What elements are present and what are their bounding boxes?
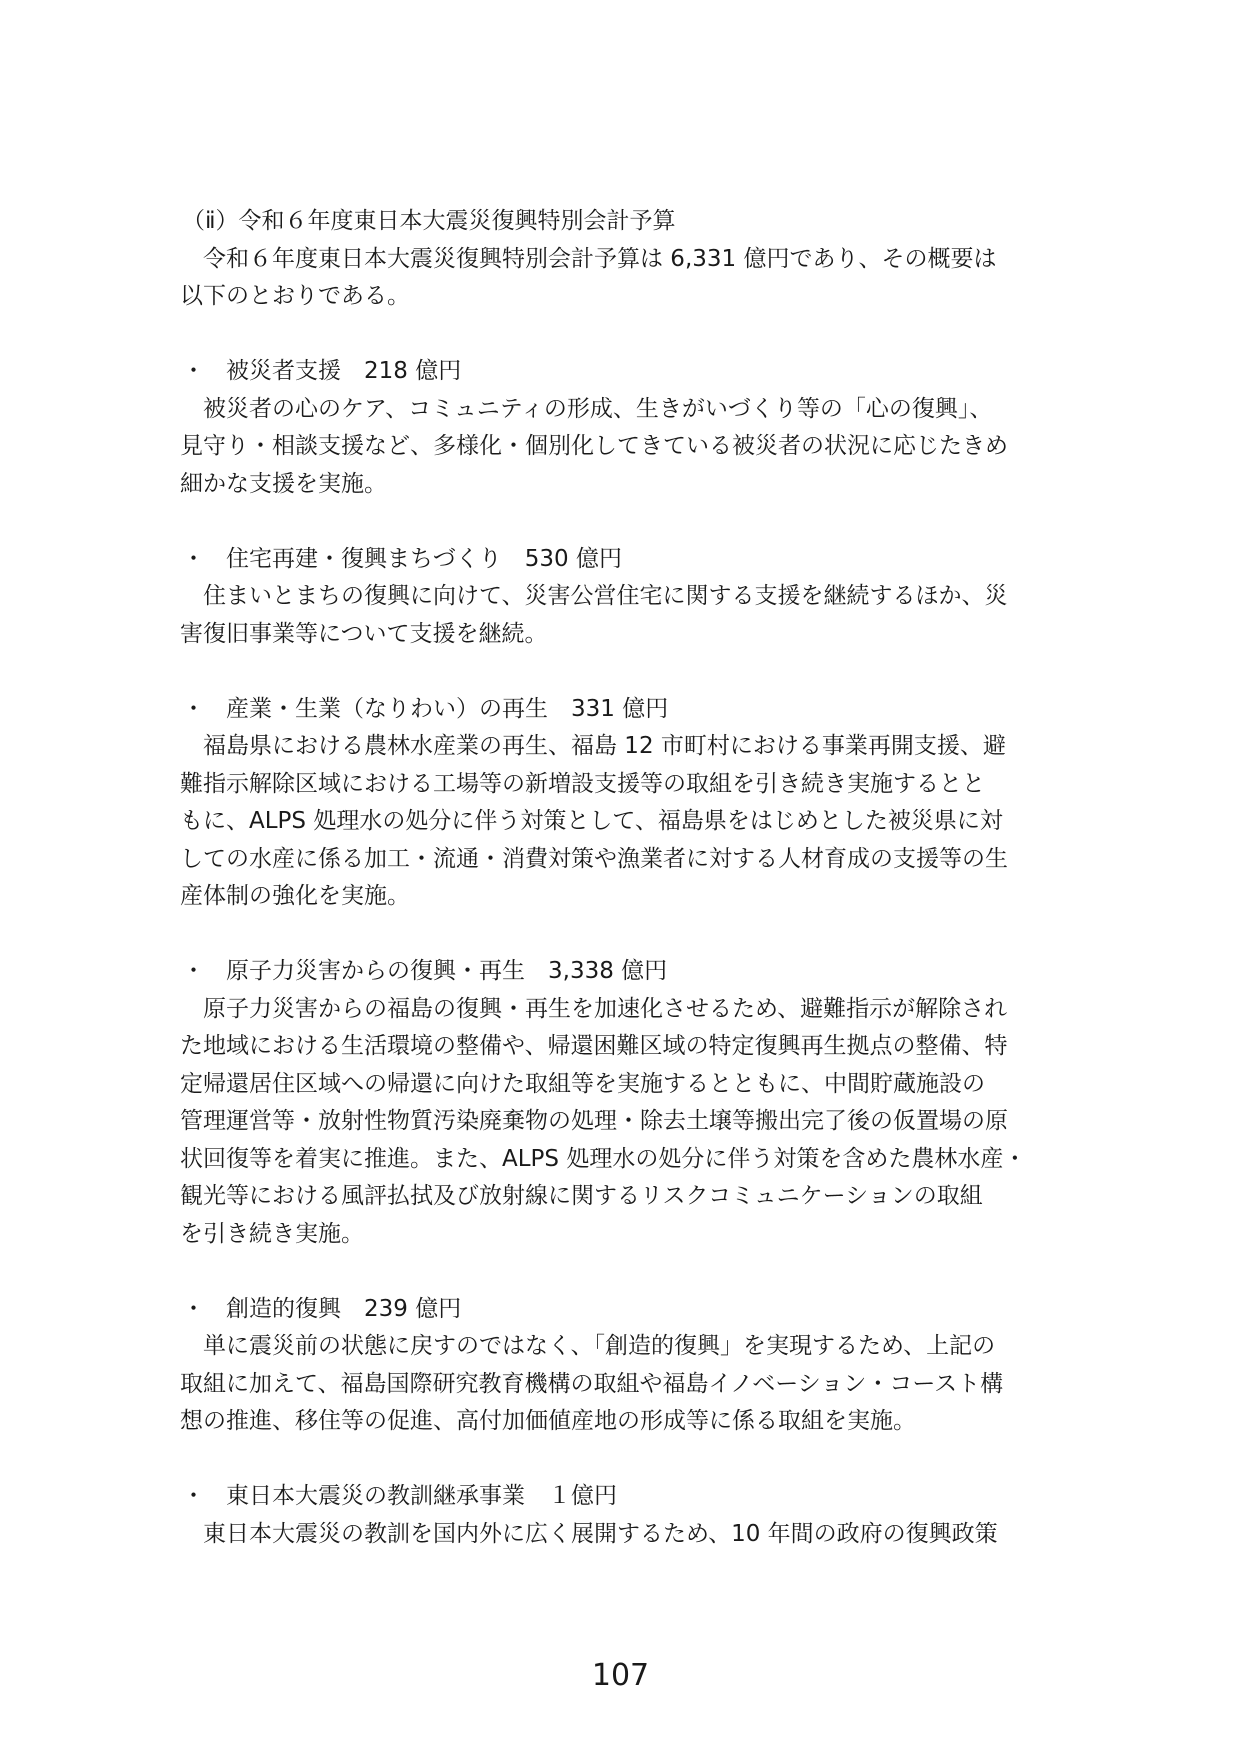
item-body-line: 状回復等を着実に推進。また、ALPS 処理水の処分に伴う対策を含めた農林水産・ [180,1145,1027,1172]
item-body-line: 害復旧事業等について支援を継続。 [180,620,548,647]
item-body-line: 見守り・相談支援など、多様化・個別化してきている被災者の状況に応じたきめ [180,433,1008,459]
item-body-line: た地域における生活環境の整備や、帰還困難区域の特定復興再生拠点の整備、特 [180,1033,1008,1059]
item-body-line: 難指示解除区域における工場等の新増設支援等の取組を引き続き実施するとと [180,770,985,797]
item-body-line: 福島県における農林水産業の再生、福島 12 市町村における事業再開支援、避 [203,733,1006,759]
item-body-line: 想の推進、移住等の促進、高付加価値産地の形成等に係る取組を実施。 [180,1408,916,1434]
spacer [180,1441,1064,1479]
bullet-mark: ・ [182,1483,205,1509]
item-title: 住宅再建・復興まちづくり 530 億円 [226,545,622,572]
item-title-line [180,1291,1064,1329]
bullet-mark: ・ [182,1295,205,1322]
bullet-mark: ・ [182,358,205,384]
bullet-mark: ・ [182,695,205,722]
item-title-line [180,953,1064,991]
spacer [180,1253,1064,1291]
item-title: 原子力災害からの復興・再生 3,338 億円 [226,958,668,984]
spacer [180,916,1064,954]
item-body-line: 単に震災前の状態に戻すのではなく、「創造的復興」を実現するため、上記の [203,1333,996,1359]
page-number: 107 [591,1658,650,1693]
item-title-line [180,541,1064,579]
intro-line: 令和６年度東日本大震災復興特別会計予算は 6,331 億円であり、その概要は [203,245,997,272]
item-title-line [180,353,1064,391]
bullet-mark: ・ [182,958,205,984]
spacer [180,316,1064,354]
item-body-line: 取組に加えて、福島国際研究教育機構の取組や福島イノベーション・コースト構 [180,1370,1004,1397]
item-body-line: を引き続き実施。 [180,1220,364,1247]
spacer [180,653,1064,691]
item-body-line: しての水産に係る加工・流通・消費対策や漁業者に対する人材育成の支援等の生 [180,845,1008,872]
item-body-line: 細かな支援を実施。 [180,470,387,497]
intro-line: 以下のとおりである。 [180,283,410,309]
item-body-line: 管理運営等・放射性物質汚染廃棄物の処理・除去土壌等搬出完了後の仮置場の原 [180,1108,1008,1134]
item-body-line: 原子力災害からの福島の復興・再生を加速化させるため、避難指示が解除され [203,995,1008,1022]
item-title: 産業・生業（なりわい）の再生 331 億円 [226,695,669,722]
item-body-line: 定帰還居住区域への帰還に向けた取組等を実施するとともに、中間貯蔵施設の [180,1070,985,1097]
bullet-mark: ・ [182,545,205,572]
item-body-line: 東日本大震災の教訓を国内外に広く展開するため、10 年間の政府の復興政策 [203,1520,998,1547]
item-title-line [180,1478,1064,1516]
spacer [180,503,1064,541]
item-body-line: もに、ALPS 処理水の処分に伴う対策として、福島県をはじめとした被災県に対 [180,808,1003,834]
item-title-line [180,691,1064,729]
page-content [180,203,1064,1553]
item-title: 東日本大震災の教訓継承事業 １億円 [226,1483,617,1509]
item-body-line: 産体制の強化を実施。 [180,883,410,909]
item-title: 創造的復興 239 億円 [226,1295,462,1322]
item-body-line: 観光等における風評払拭及び放射線に関するリスクコミュニケーションの取組 [180,1183,983,1209]
section-heading: （ⅱ）令和６年度東日本大震災復興特別会計予算 [182,208,676,234]
item-title: 被災者支援 218 億円 [226,358,462,384]
item-body-line: 住まいとまちの復興に向けて、災害公営住宅に関する支援を継続するほか、災 [203,583,1008,609]
item-body-line: 被災者の心のケア、コミュニティの形成、生きがいづくり等の「心の復興」、 [203,395,993,422]
